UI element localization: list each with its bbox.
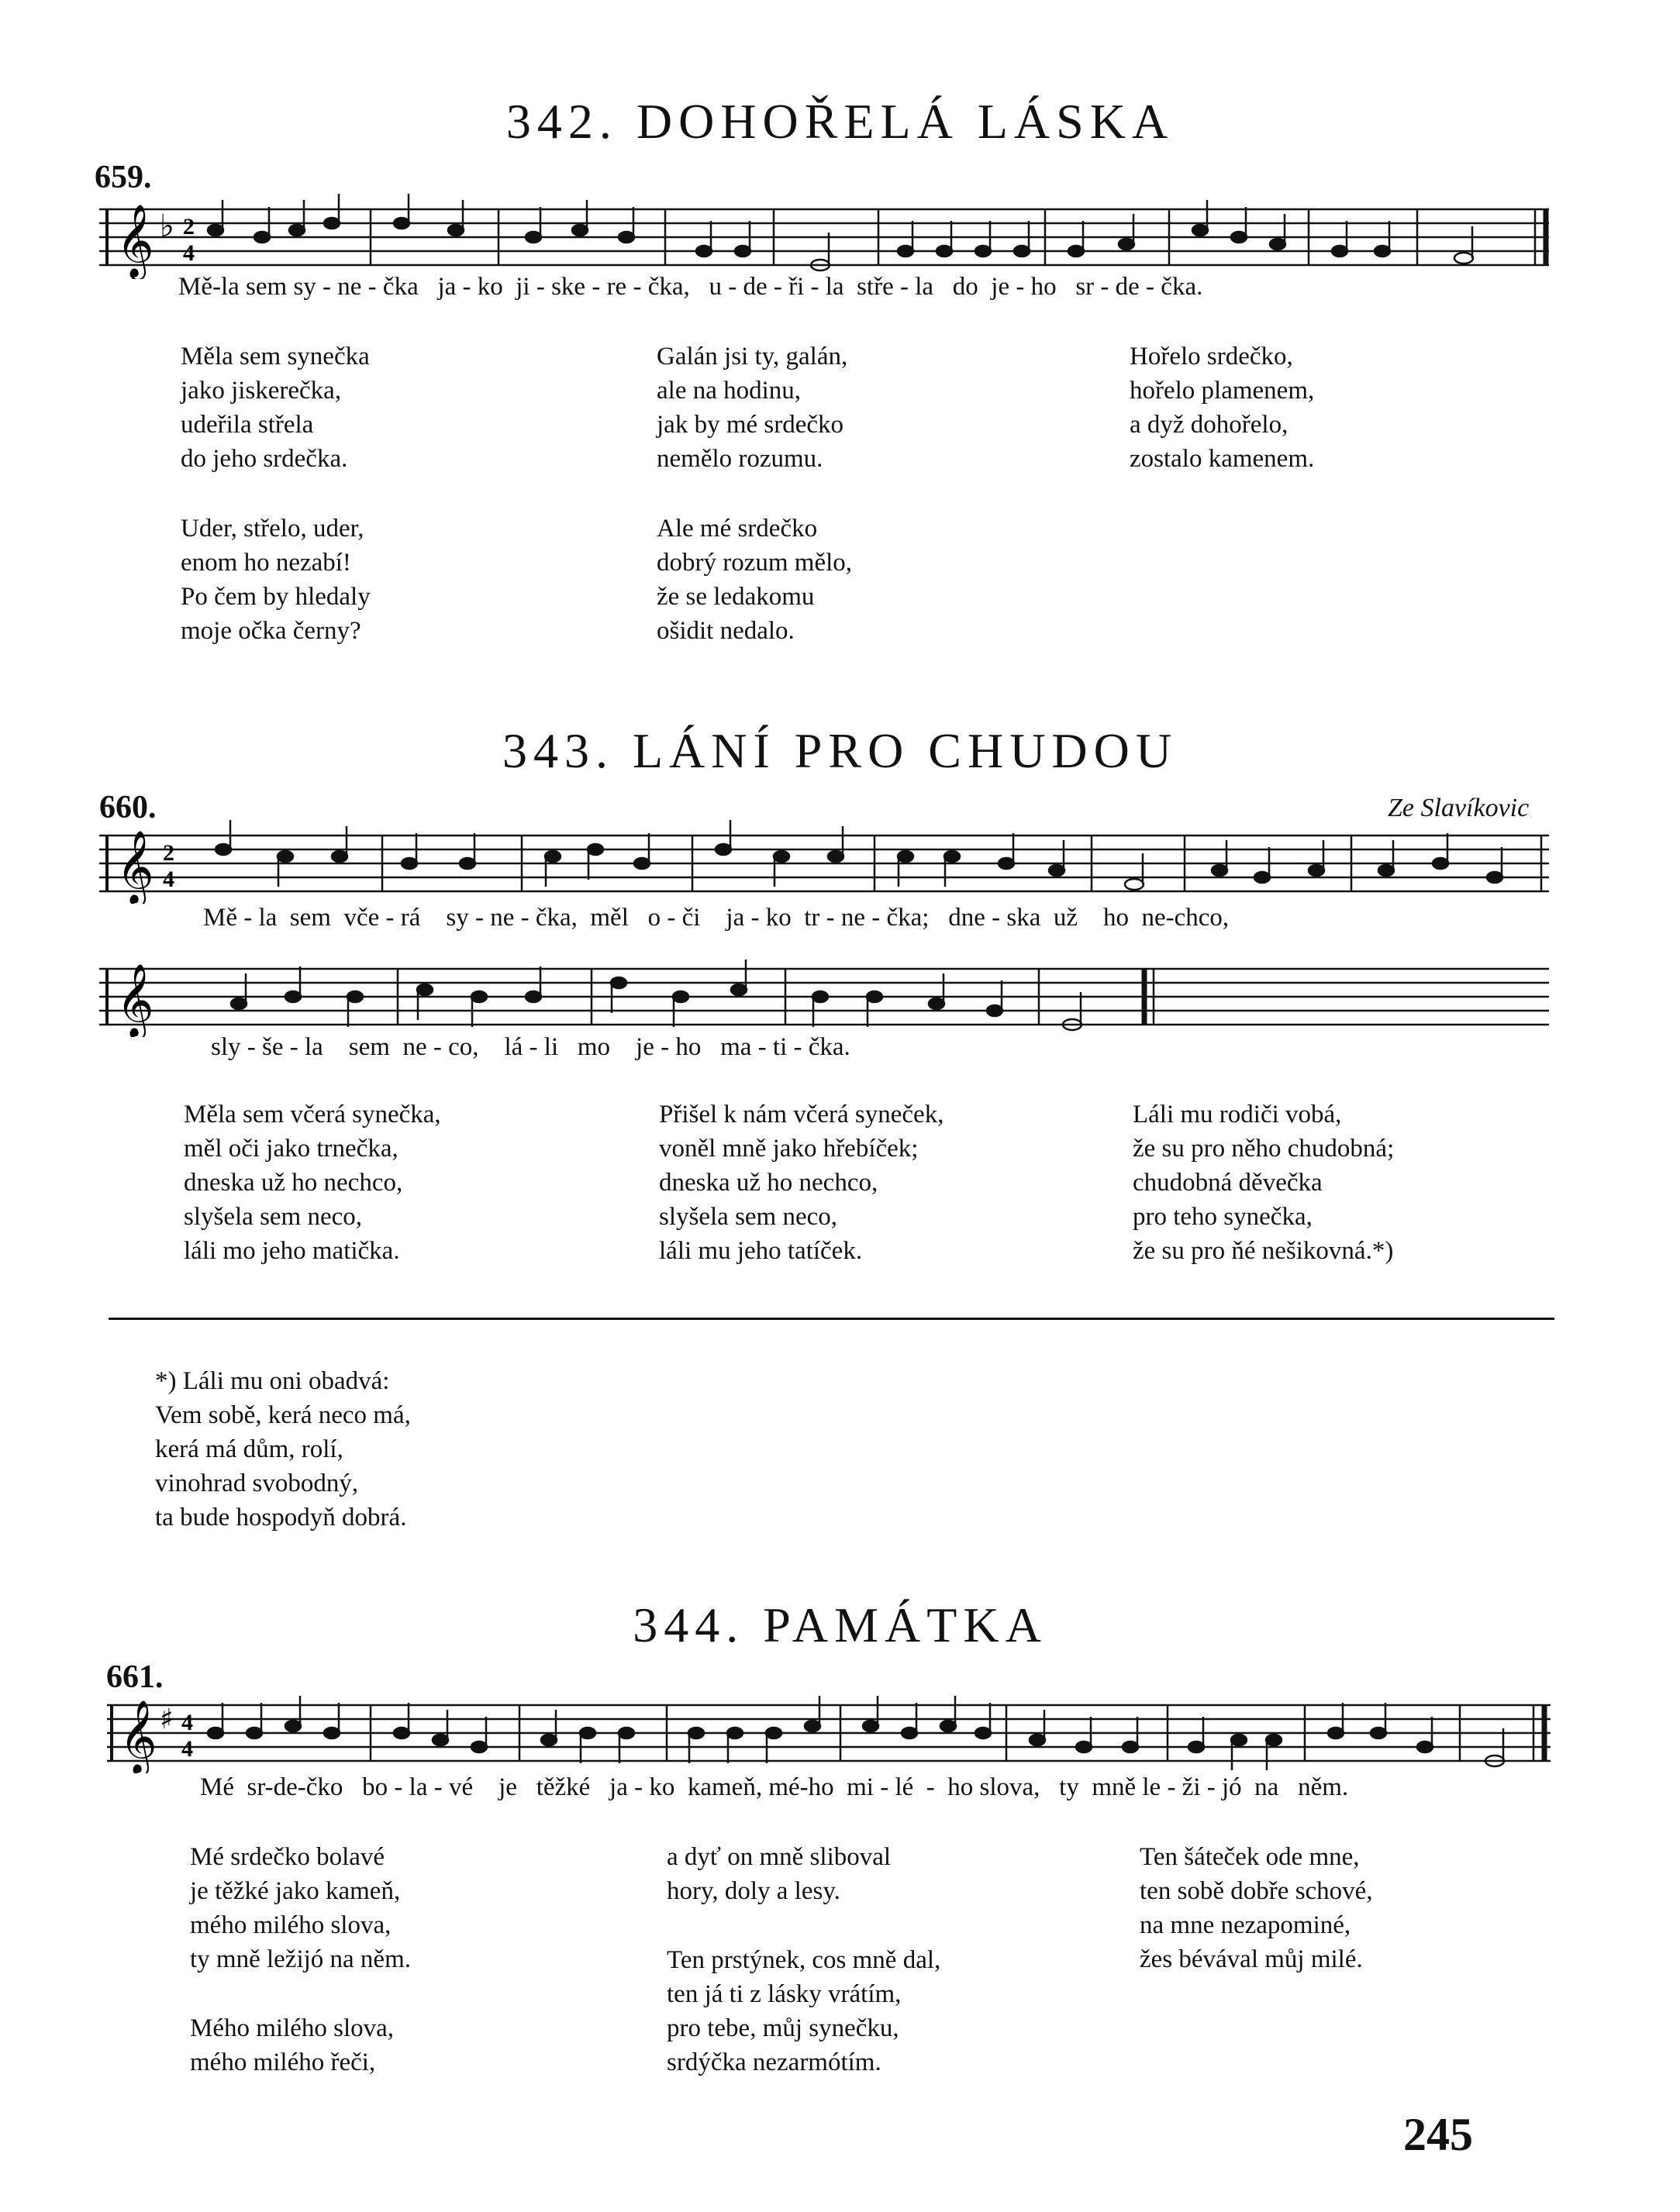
music-staff [99,818,1557,904]
music-staff [107,1688,1557,1773]
stanza: Ten prstýnek, cos mně dal, ten já ti z lásky vrátím, pro tebe, můj synečku, srdýčka nezarmótím. [667,1946,941,2076]
treble-clef-icon: 𝄞 [116,204,154,277]
lyric-line: Mé sr-de-čko bo - la - vé je těžké ja - ko kameň, mé-ho mi - lé - ho slova, ty mně le - ži - jó na něm. [200,1773,1349,1801]
footnote-divider [109,1318,1554,1320]
stanza: Přišel k nám včerá syneček, voněl mně jako hřebíček; dneska už ho nechco, slyšela sem neco, láli mu jeho tatíček. [659,1101,944,1265]
music-staff [99,194,1557,279]
tune-number: 659. [95,160,152,195]
stanza: Měla sem synečka jako jiskerečka, udeřila střela do jeho srdečka. [181,343,370,473]
svg-text:4: 4 [183,240,195,266]
lyric-line: Mě-la sem sy - ne - čka ja - ko ji - ske - re - čka, u - de - ři - la stře - la do je - ho sr - de - čka. [178,273,1203,301]
tune-number: 660. [99,790,157,825]
treble-clef-icon: 𝄞 [116,830,154,904]
svg-text:♯: ♯ [160,1704,174,1735]
svg-text:4: 4 [181,1710,193,1735]
footnote: *) Láli mu oni obadvá: Vem sobě, kerá neco má, kerá má dům, rolí, vinohrad svobodný, ta bude hospodyň dobrá. [155,1367,411,1532]
stanza: Ale mé srdečko dobrý rozum mělo, že se ledakomu ošidit nedalo. [657,515,853,645]
song-title: 342. DOHOŘELÁ LÁSKA [505,94,1175,149]
svg-text:2: 2 [183,214,195,239]
stanza: a dyť on mně sliboval hory, doly a lesy. [667,1843,892,1905]
stanza: Hořelo srdečko, hořelo plamenem, a dyž dohořelo, zostalo kamenem. [1130,343,1315,473]
stanza: Uder, střelo, uder, enom ho nezabí! Po čem by hledaly moje očka černy? [181,515,371,645]
lyric-line: Mě - la sem vče - rá sy - ne - čka, měl o - či ja - ko tr - ne - čka; dne - ska už ho ne-chco, [203,904,1230,932]
tune-number: 661. [106,1659,164,1695]
treble-clef-icon: 𝄞 [119,1700,157,1773]
stanza: Láli mu rodiči vobá, že su pro něho chudobná; chudobná děvečka pro teho synečka, že su pro ňé nešikovná.*) [1133,1101,1395,1265]
stanza: Galán jsi ty, galán, ale na hodinu, jak by mé srdečko nemělo rozumu. [657,343,848,473]
stanza: Mé srdečko bolavé je těžké jako kameň, mého milého slova, ty mně ležijó na něm. [190,1843,411,1973]
svg-text:4: 4 [163,867,174,892]
song-source: Ze Slavíkovic [1388,794,1530,822]
stanza: Měla sem včerá synečka, měl oči jako trnečka, dneska už ho nechco, slyšela sem neco, láli mo jeho matička. [184,1101,441,1265]
stanza: Ten šáteček ode mne, ten sobě dobře schové, na mne nezapominé, žes bévával můj milé. [1140,1843,1373,1973]
song-title: 343. LÁNÍ PRO CHUDOU [502,723,1178,778]
lyric-line: sly - še - la sem ne - co, lá - li mo je - ho ma - ti - čka. [211,1033,850,1061]
svg-text:4: 4 [181,1736,193,1762]
stanza: Mého milého slova, mého milého řeči, [190,2014,395,2076]
treble-clef-icon: 𝄞 [116,963,154,1037]
svg-text:2: 2 [163,840,174,866]
svg-text:♭: ♭ [160,208,174,244]
song-title: 344. PAMÁTKA [633,1597,1047,1652]
page-number: 245 [1403,2109,1473,2160]
music-staff [99,952,1557,1037]
